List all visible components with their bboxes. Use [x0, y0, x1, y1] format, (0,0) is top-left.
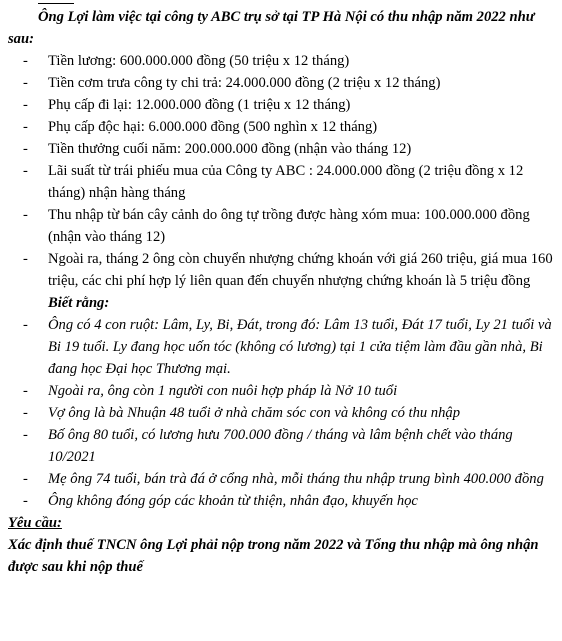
top-rule — [38, 3, 74, 4]
list-item — [8, 50, 556, 72]
bullet-dash: - — [23, 97, 28, 113]
document — [8, 6, 556, 578]
list-item-text: Tiền lương: 600.000.000 đồng (50 triệu x 12 tháng) — [48, 53, 350, 69]
bullet-dash: - — [23, 163, 28, 179]
income-list — [8, 50, 556, 292]
bullet-dash: - — [23, 251, 28, 267]
list-item — [8, 424, 556, 468]
list-item — [8, 204, 556, 248]
list-item — [8, 72, 556, 94]
intro-paragraph — [8, 6, 556, 50]
bullet-dash: - — [23, 493, 28, 509]
list-item — [8, 94, 556, 116]
bullet-dash: - — [23, 405, 28, 421]
bullet-dash: - — [23, 383, 28, 399]
list-item — [8, 314, 556, 380]
list-item-text: Lãi suất từ trái phiếu mua của Công ty ABC : 24.000.000 đồng (2 triệu đồng x 12 tháng) nhận hàng tháng — [48, 163, 524, 201]
list-item — [8, 248, 556, 292]
list-item — [8, 490, 556, 512]
list-item-text: Ông không đóng góp các khoản từ thiện, nhân đạo, khuyến học — [48, 493, 418, 509]
requirement-text: Xác định thuế TNCN ông Lợi phải nộp trong năm 2022 và Tổng thu nhập mà ông nhận được sau khi nộp thuế — [8, 537, 539, 575]
list-item-text: Bố ông 80 tuổi, có lương hưu 700.000 đồng / tháng và lâm bệnh chết vào tháng 10/2021 — [48, 427, 513, 465]
list-item-text: Tiền thưởng cuối năm: 200.000.000 đồng (nhận vào tháng 12) — [48, 141, 412, 157]
list-item — [8, 138, 556, 160]
requirement-heading: Yêu cầu: — [8, 515, 62, 531]
list-item-text: Phụ cấp đi lại: 12.000.000 đồng (1 triệu x 12 tháng) — [48, 97, 351, 113]
list-item-text: Phụ cấp độc hại: 6.000.000 đồng (500 nghìn x 12 tháng) — [48, 119, 378, 135]
list-item — [8, 402, 556, 424]
bullet-dash: - — [23, 53, 28, 69]
list-item — [8, 160, 556, 204]
list-item — [8, 468, 556, 490]
bullet-dash: - — [23, 141, 28, 157]
list-item — [8, 116, 556, 138]
bullet-dash: - — [23, 207, 28, 223]
list-item-text: Mẹ ông 74 tuổi, bán trà đá ở cổng nhà, mỗi tháng thu nhập trung bình 400.000 đồng — [48, 471, 544, 487]
list-item-text: Ngoài ra, tháng 2 ông còn chuyển nhượng chứng khoán với giá 260 triệu, giá mua 160 triệu, các chi phí hợp lý liên quan đến chuyển nhượng chứng khoán là 5 triệu đồng — [48, 251, 553, 289]
bullet-dash: - — [23, 317, 28, 333]
list-item-text: Thu nhập từ bán cây cảnh do ông tự trồng được hàng xóm mua: 100.000.000 đồng (nhận vào tháng 12) — [48, 207, 530, 245]
known-heading: Biết rằng: — [48, 295, 110, 311]
bullet-dash: - — [23, 119, 28, 135]
list-item-text: Vợ ông là bà Nhuận 48 tuổi ở nhà chăm sóc con và không có thu nhập — [48, 405, 460, 421]
list-item-text: Ngoài ra, ông còn 1 người con nuôi hợp pháp là Nở 10 tuổi — [48, 383, 398, 399]
bullet-dash: - — [23, 471, 28, 487]
intro-text: Ông Lợi làm việc tại công ty ABC trụ sở tại TP Hà Nội có thu nhập năm 2022 như sau: — [8, 9, 535, 47]
list-item-text: Tiền cơm trưa công ty chi trả: 24.000.000 đồng (2 triệu x 12 tháng) — [48, 75, 441, 91]
bullet-dash: - — [23, 427, 28, 443]
list-item — [8, 380, 556, 402]
known-list — [8, 314, 556, 512]
list-item-text: Ông có 4 con ruột: Lâm, Ly, Bi, Đát, trong đó: Lâm 13 tuổi, Đát 17 tuổi, Ly 21 tuổi và Bi 19 tuổi. Ly đang học uốn tóc (không có lương) tại 1 cửa tiệm làm đầu gần nhà, Bi đang học Đại học Thương mại. — [48, 317, 552, 377]
bullet-dash: - — [23, 75, 28, 91]
